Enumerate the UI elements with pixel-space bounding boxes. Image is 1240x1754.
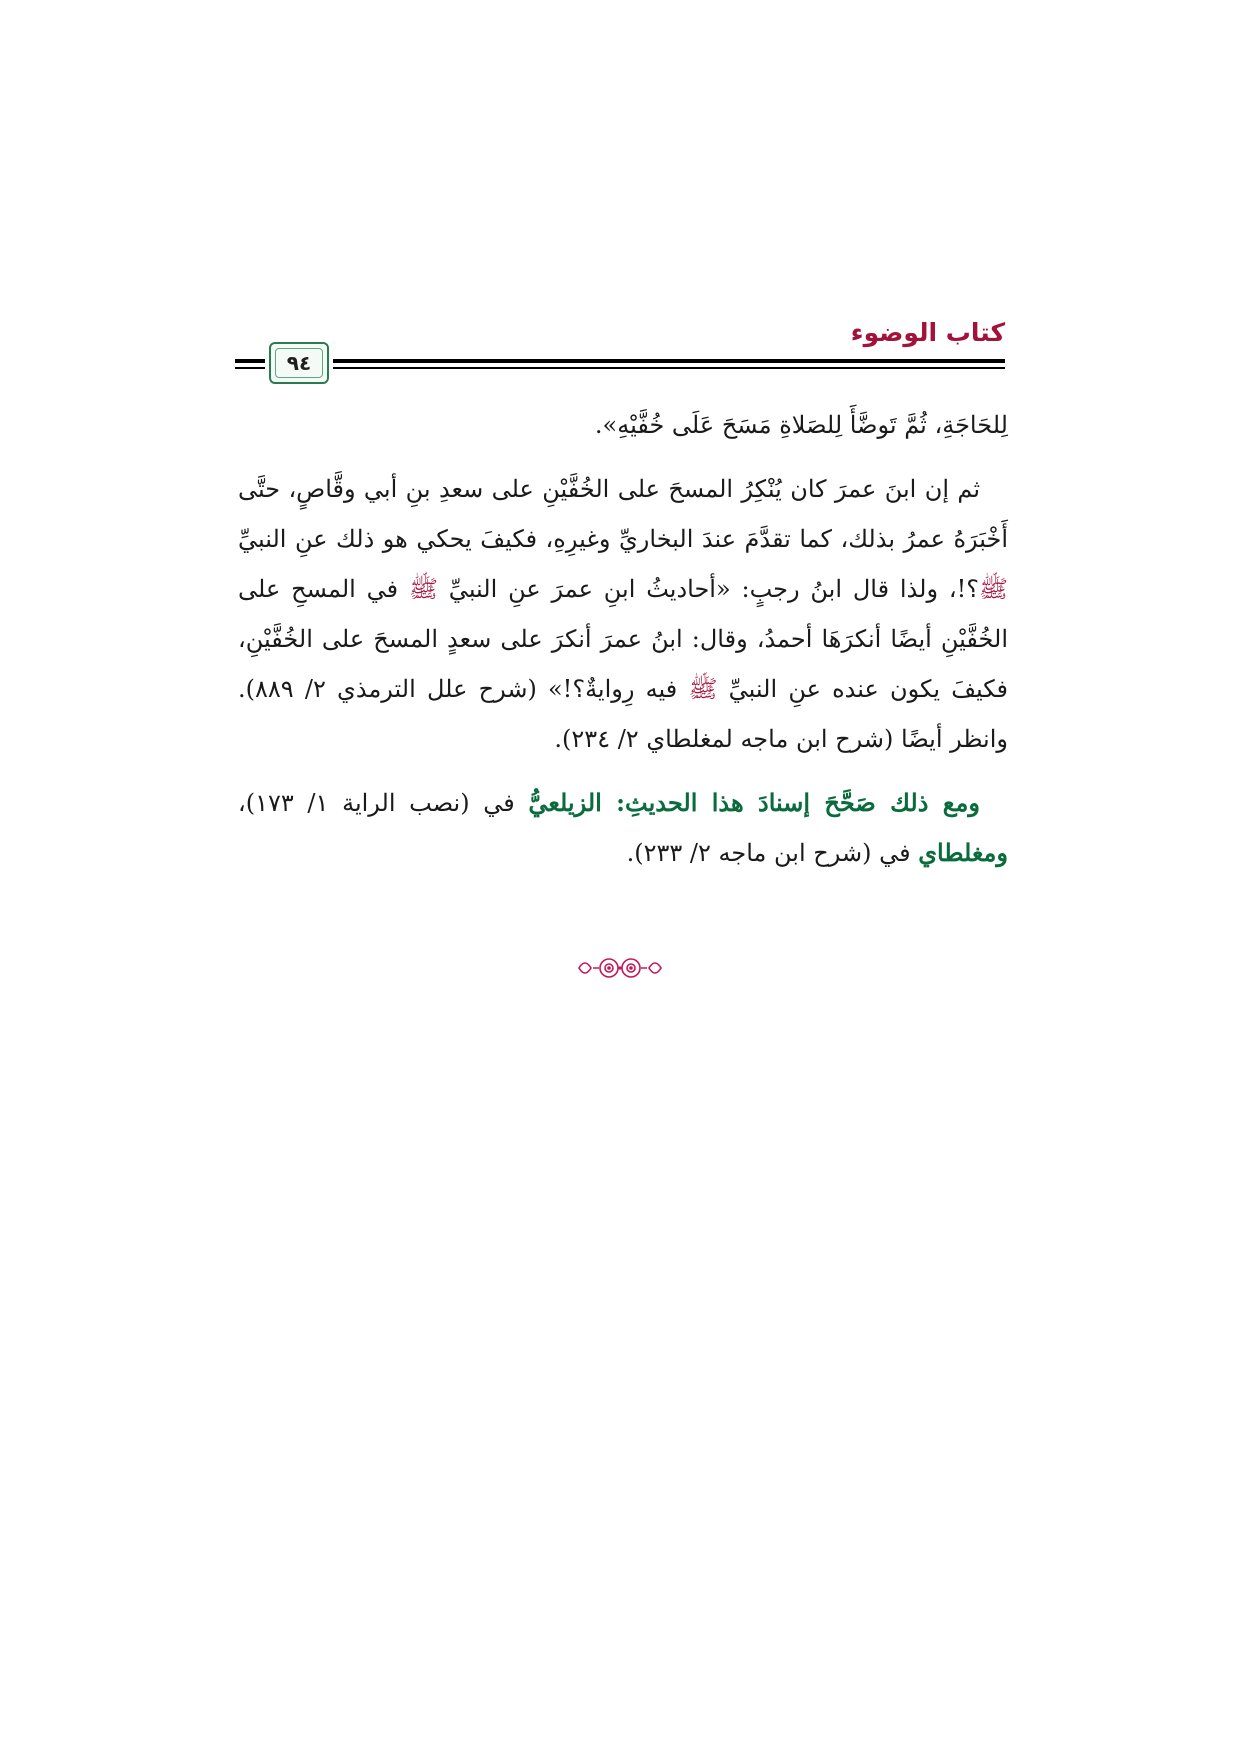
header-rule (333, 367, 1005, 369)
page-header (235, 312, 1005, 392)
paragraph-quote-end: لِلحَاجَةِ، ثُمَّ تَوضَّأَ لِلصَلاةِ مَسَحَ عَلَى خُفَّيْهِ». (594, 411, 1008, 439)
book-title: كتاب الوضوء (850, 318, 1005, 347)
page-number-badge (269, 342, 329, 384)
salla-glyph: ﷺ (979, 575, 1008, 603)
salla-glyph: ﷺ (408, 575, 438, 603)
body-text (238, 400, 1008, 878)
header-rule (235, 367, 265, 369)
header-rule (333, 359, 1005, 363)
text-run: في (شرح ابن ماجه ٢/ ٢٣٣). (626, 839, 919, 867)
salla-glyph: ﷺ (688, 675, 718, 703)
header-rule (235, 359, 265, 363)
paragraph-commentary (238, 464, 1008, 764)
highlight-text: ومع ذلك صَحَّحَ إسنادَ هذا الحديثِ: الزيلعيُّ (528, 788, 980, 817)
highlight-text: ومغلطاي (918, 838, 1008, 867)
text-run: فيه رِوايةٌ؟!» (شرح علل الترمذي ٢/ ٨٨٩). وانظر أيضًا (شرح ابن ماجه لمغلطاي ٢/ ٢٣٤). (238, 675, 1008, 753)
floral-divider-icon (575, 955, 665, 981)
text-run: ؟!، ولذا قال ابنُ رجبٍ: «أحاديثُ ابنِ عمرَ عنِ النبيِّ (437, 575, 979, 603)
page-number: ٩٤ (286, 351, 312, 375)
paragraph-authentication (238, 778, 1008, 878)
text-run: في المسحِ على الخُفَّيْنِ أيضًا أنكرَهَا أحمدُ، وقال: ابنُ عمرَ أنكرَ على سعدٍ المسحَ على الخُفَّيْنِ، فكيفَ يكون عنده عنِ النبيِّ (238, 575, 1009, 703)
text-run: في (نصب الراية ١/ ١٧٣)، (238, 789, 529, 817)
text-run: ثم إن ابنَ عمرَ كان يُنْكِرُ المسحَ على الخُفَّيْنِ على سعدِ بنِ أبي وقَّاصٍ، حتَّى أَخْبَرَهُ عمرُ بذلك، كما تقدَّمَ عندَ البخاريِّ وغيرِهِ، فكيفَ يحكي هو ذلك عنِ النبيِّ (238, 475, 1009, 553)
